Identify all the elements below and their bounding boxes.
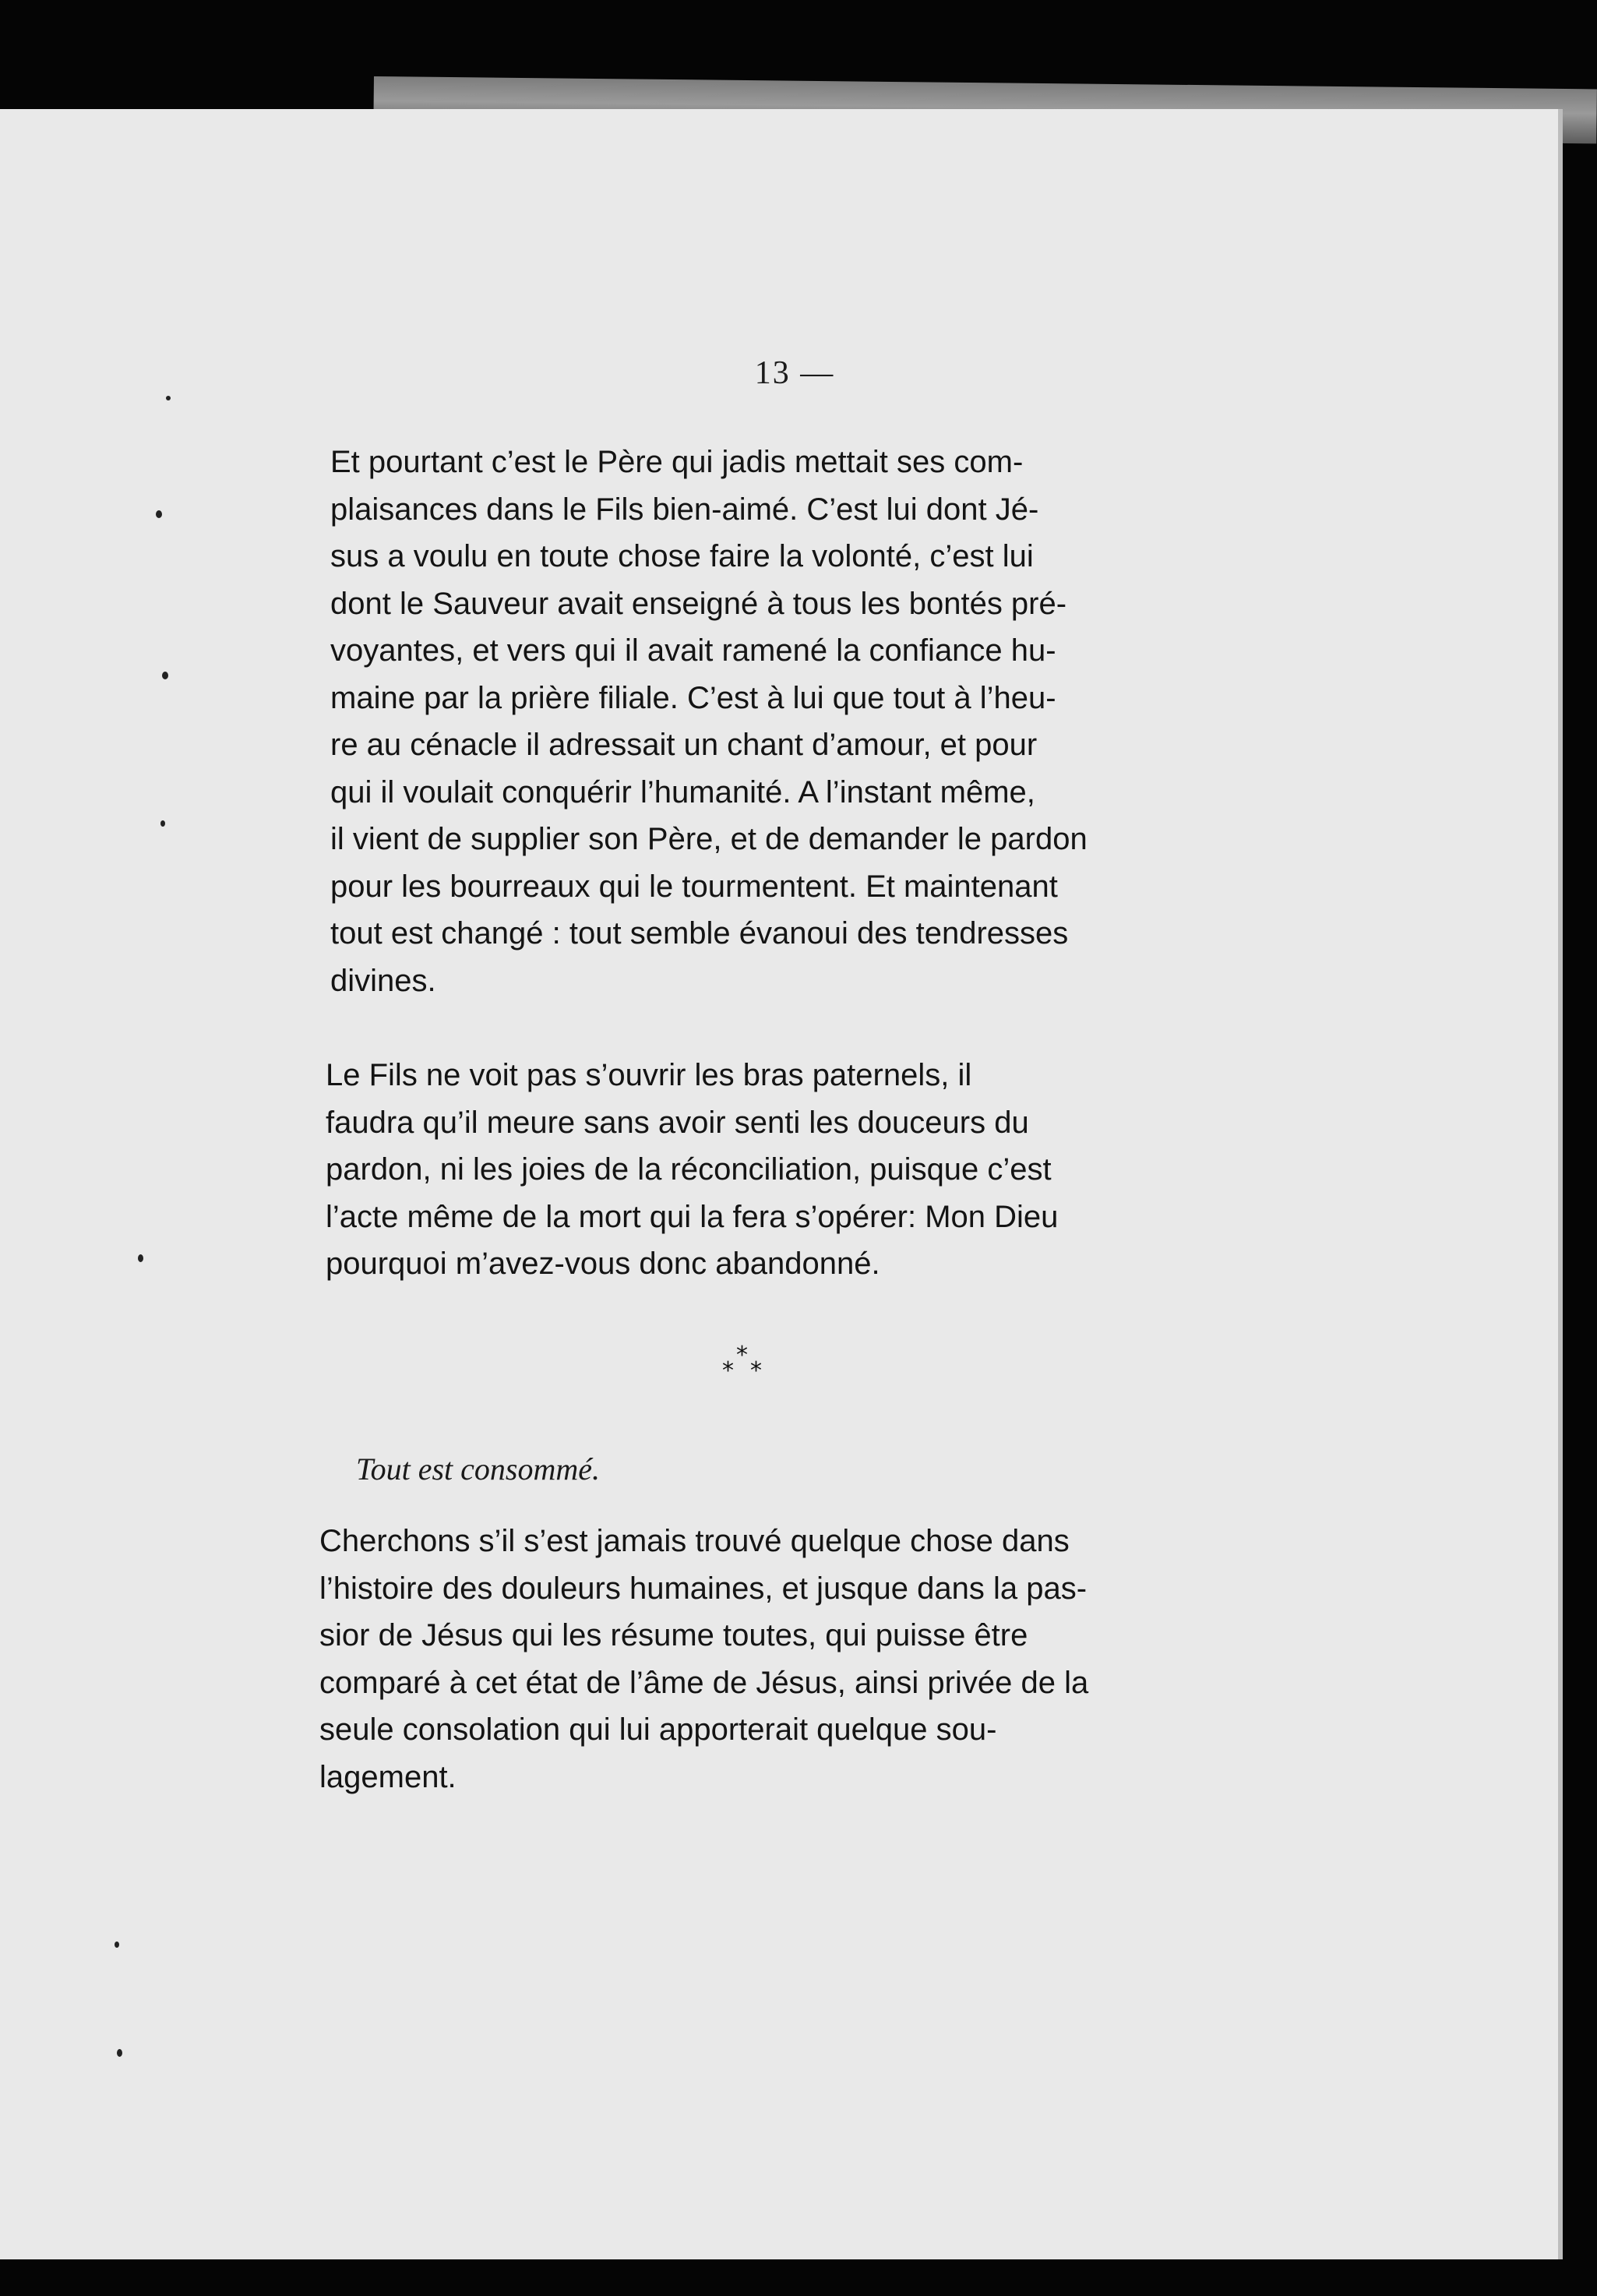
- text-line: Le Fils ne voit pas s’ouvrir les bras paternels, il: [326, 1058, 972, 1092]
- paragraph-3: [319, 1518, 1176, 1800]
- text-line: Cherchons s’il s’est jamais trouvé quelque chose dans: [319, 1524, 1070, 1558]
- paragraph-2: [326, 1052, 1175, 1288]
- text-line: lagement.: [319, 1759, 457, 1794]
- scan-speck: [117, 2049, 122, 2057]
- asterism-separator: [721, 1344, 767, 1391]
- scan-speck: [162, 672, 168, 679]
- star-glyph: *: [736, 1342, 748, 1369]
- star-glyph: *: [750, 1357, 762, 1384]
- text-line: sior de Jésus qui les résume toutes, qui puisse être: [319, 1618, 1028, 1652]
- section-title: Tout est consommé.: [356, 1451, 600, 1487]
- text-line: dont le Sauveur avait enseigné à tous les bontés pré-: [330, 586, 1067, 621]
- text-line: voyantes, et vers qui il avait ramené la confiance hu-: [330, 633, 1056, 668]
- text-line: pourquoi m’avez-vous donc abandonné.: [326, 1247, 880, 1281]
- scan-speck: [115, 1942, 119, 1948]
- text-line: divines.: [330, 963, 436, 998]
- scan-speck: [138, 1254, 143, 1262]
- text-line: sus a voulu en toute chose faire la volonté, c’est lui: [330, 539, 1034, 573]
- scan-speck: [160, 820, 165, 827]
- text-line: qui il voulait conquérir l’humanité. A l’instant même,: [330, 774, 1035, 809]
- paragraph-1: [330, 439, 1179, 1004]
- text-line: tout est changé : tout semble évanoui des tendresses: [330, 916, 1069, 950]
- text-line: comparé à cet état de l’âme de Jésus, ainsi privée de la: [319, 1665, 1089, 1700]
- text-line: seule consolation qui lui apporterait quelque sou-: [319, 1712, 997, 1747]
- star-glyph: *: [722, 1357, 734, 1384]
- text-line: maine par la prière filiale. C’est à lui que tout à l’heu-: [330, 680, 1056, 715]
- text-line: l’histoire des douleurs humaines, et jusque dans la pas-: [319, 1571, 1088, 1606]
- text-line: il vient de supplier son Père, et de demander le pardon: [330, 822, 1088, 856]
- text-line: Et pourtant c’est le Père qui jadis mettait ses com-: [330, 445, 1024, 479]
- text-line: pardon, ni les joies de la réconciliation, puisque c’est: [326, 1152, 1052, 1187]
- text-line: pour les bourreaux qui le tourmentent. Et maintenant: [330, 869, 1058, 904]
- page-number: 13 —: [754, 355, 835, 391]
- scan-speck: [156, 510, 162, 518]
- text-line: plaisances dans le Fils bien-aimé. C’est lui dont Jé-: [330, 492, 1039, 527]
- scan-speck: [166, 396, 171, 400]
- text-line: l’acte même de la mort qui la fera s’opérer: Mon Dieu: [326, 1199, 1059, 1234]
- text-line: faudra qu’il meure sans avoir senti les douceurs du: [326, 1105, 1029, 1140]
- text-line: re au cénacle il adressait un chant d’amour, et pour: [330, 728, 1038, 762]
